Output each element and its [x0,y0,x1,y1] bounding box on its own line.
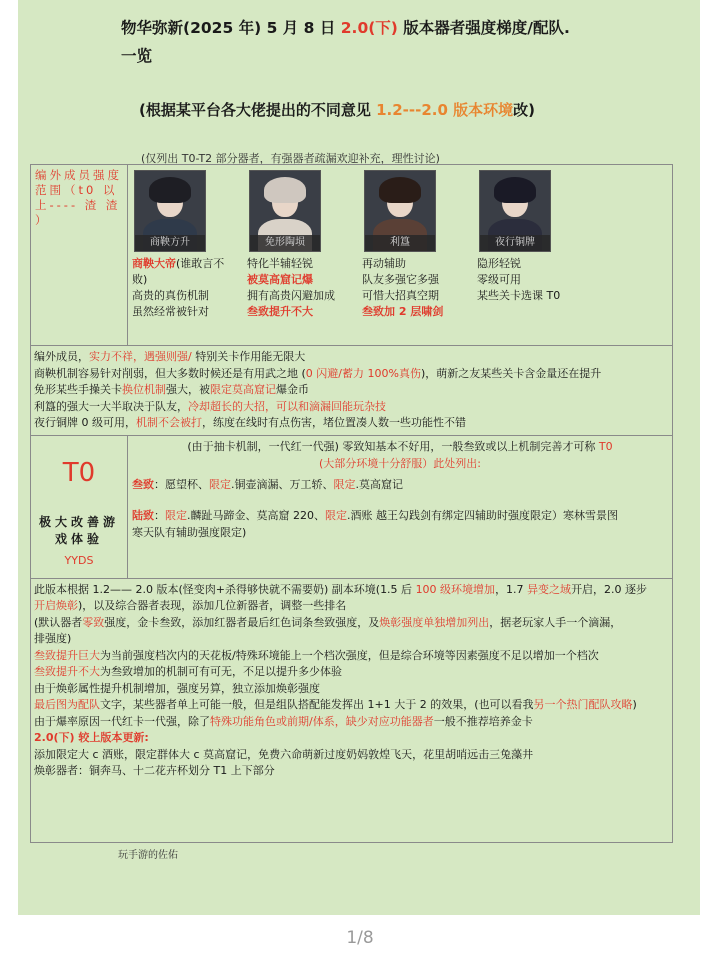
outer-members-block [31,346,673,436]
tier-table [30,164,673,843]
t0-cell [31,435,128,578]
text-line: 由于爆率原因一代红卡一代强，除了特殊功能角色或前期/体系，缺少对应功能器者一般不推荐培养金卡 [34,714,533,728]
t0-label: T0 [62,457,96,488]
text-line: 夜行铜牌 0 级可用，机制不会被打，练度在线时有点伤害，堵位置凑人数一些功能性不错 [34,416,466,429]
bottom-block [31,578,673,842]
text-line: 添加限定大 c 酒账，限定群体大 c 莫高窟记，免费六命萌新过度奶妈敦煌飞天，花里胡哨远击三兔藻井 [34,747,534,761]
text-line: 免形某些手操关卡换位机制强大，被限定莫高窟记爆金币 [34,383,309,396]
outer-members-label: 编外成员强度范围（t0 以上---- 渣 渣 ） [31,165,128,346]
subtitle: (根据某平台各大佬提出的不同意见 1.2---2.0 版本环境改) [139,101,535,119]
text-line: 编外成员，实力不祥，遇强则强/ 特别关卡作用能无限大 [34,350,306,363]
character-name: 免形陶埙 [250,235,320,251]
character-name: 商鞅方升 [135,235,205,251]
character-portrait [364,170,436,252]
character-portrait [134,170,206,252]
t0-yyds: YYDS [64,553,94,567]
character-desc: 再动辅助 队友多强它多强 可惜大招真空期 叁致加 2 层啸剑 [362,257,444,318]
page-title: 物华弥新(2025 年) 5 月 8 日 2.0(下) 版本器者强度梯度/配队. 一览 [121,19,570,65]
scope-note: (仅列出 T0-T2 部分器者，有强器者疏漏欢迎补充，理性讨论) [141,152,440,165]
text-line: 商鞅机制容易针对削弱，但大多数时候还是有用武之地 (0 闪避/蓄力 100%真伤)，萌新之友某些关卡含金量还在提升 [34,366,602,380]
text-line: (默认器者零致强度，金卡叁致，添加红器者最后红色词条叁致强度，及焕彰强度单独增加列出，据老玩家人手一个滴漏， [34,615,622,629]
character-desc: 隐形轻锐 零级可用 某些关卡选课 T0 [477,257,561,302]
character-portrait [249,170,321,252]
text-line: 此版本根据 1.2—— 2.0 版本(怪变肉+杀得够快就不需要奶) 副本环境(1.5 后 100 级环境增加，1.7 异变之域开启，2.0 逐步 [34,582,648,596]
text-line: 叁致提升不大为叁致增加的机制可有可无，不足以提升多少体验 [34,665,342,678]
text-line: 由于焕彰属性提升机制增加，强度另算，独立添加焕彰强度 [34,681,320,695]
character-card [477,170,592,304]
character-name: 夜行铜牌 [480,235,550,251]
text-line: 最后图为配队文字，某些器者单上可能一般，但是组队搭配能发挥出 1+1 大于 2 的效果，(也可以看我另一个热门配队攻略) [34,698,637,711]
text-line: 焕彰器者：铜奔马、十二花卉杯划分 T1 上下部分 [34,764,275,777]
page-indicator: 1/8 [346,928,374,948]
character-desc: 特化半辅轻锐 被莫高窟记爆 拥有高贵闪避加成 叁致提升不大 [247,257,335,318]
character-card [132,170,247,320]
character-desc: 商鞅大帝(谁敢言不 败) 高贵的真伤机制 虽然经常被针对 [132,257,225,318]
author: 玩手游的佐佑 [118,850,178,861]
text-line: 开启焕彰)，以及综合器者表现，添加几位新器者，调整一些排名 [34,599,347,612]
character-card [362,170,477,320]
text-line: 排强度) [34,632,72,645]
text-line: 利簋的强大一大半取决于队友，冷却超长的大招，可以和滴漏回能玩杂技 [34,399,386,413]
text-line: 2.0(下) 较上版本更新: [34,731,149,744]
character-card [247,170,362,320]
character-name: 利簋 [365,235,435,251]
text-line: 叁致提升巨大为当前强度档次内的天花板/特殊环境能上一个档次强度，但是综合环境等因素强度不足以增加一个档次 [34,648,599,662]
characters-row [128,165,673,346]
t0-text: (由于抽卡机制，一代红一代强) 零致知基本不好用，一般叁致或以上机制完善才可称 T0 (大部分环境十分舒服）此处列出: 叁致：愿望杯、限定.铜壶滴漏、万工轿、限定.莫高窟记 陆致：限定.麟趾马蹄金、莫高窟 220、限定.酒账 越王勾践剑有绑定四辅助时强度限定）寒林雪景图 寒天队有辅助强度限定) [128,435,673,578]
t0-desc: 极大改善游戏体验 [39,514,120,546]
character-portrait [479,170,551,252]
